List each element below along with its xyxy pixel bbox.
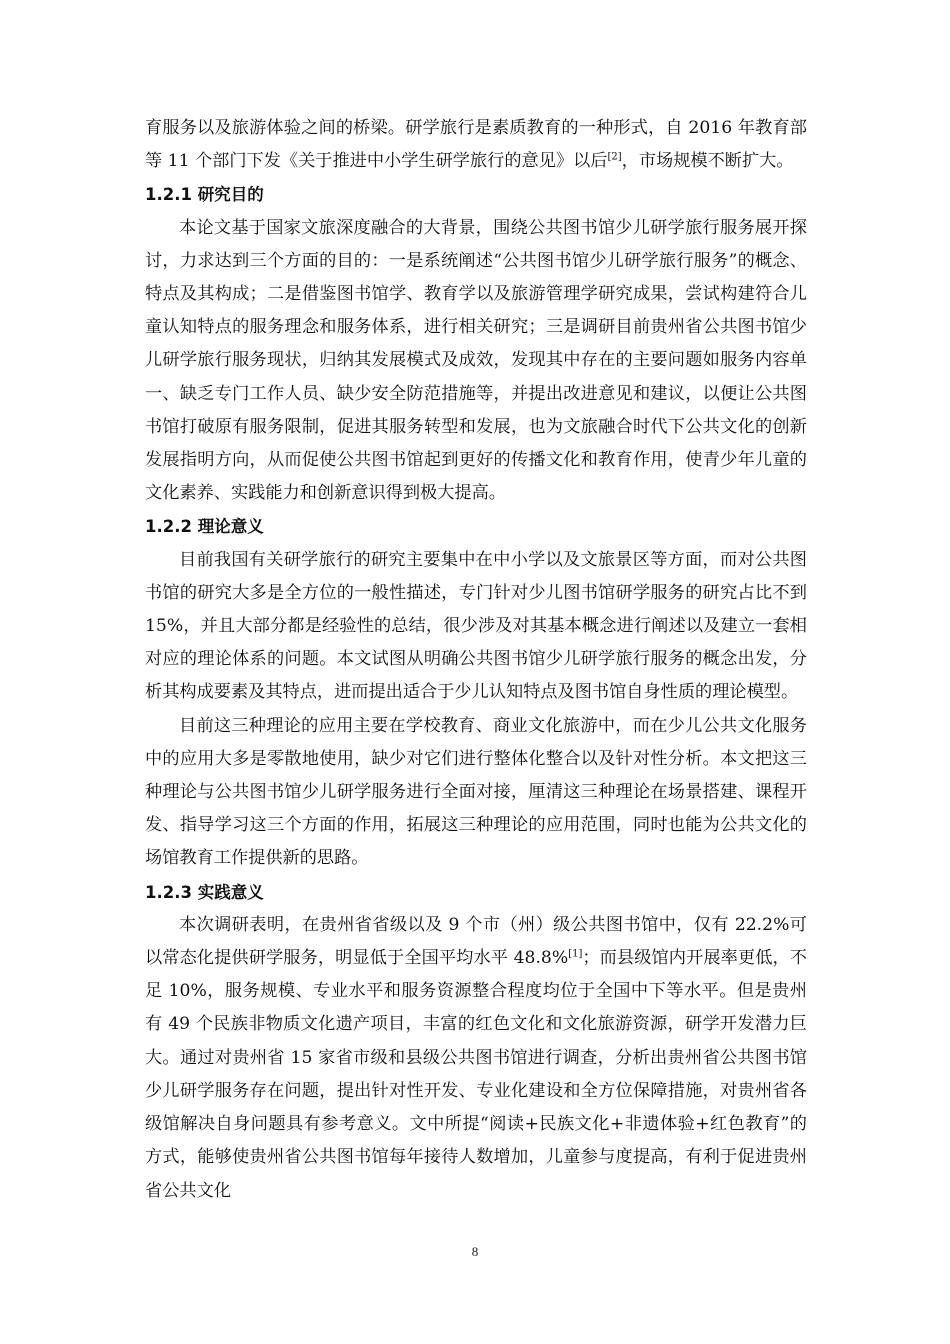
document-body [145, 112, 807, 1208]
paragraph-text: ；而县级馆内开展率更低，不足 10%，服务规模、专业水平和服务资源整合程度均位于全国中下等水平。但是贵州有 49 个民族非物质文化遗产项目，丰富的红色文化和文化旅游资源，研学开发潜力巨大。通过对贵州省 15 家省市级和县级公共图书馆进行调查，分析出贵州省公共图书馆少儿研学服务存在问题，提出针对性开发、专业化建设和全方位保障措施，对贵州省各级馆解决自身问题具有参考意义。文中所提“阅读+民族文化+非遗体验+红色教育”的方式，能够使贵州省公共图书馆每年接待人数增加，儿童参与度提高，有利于促进贵州省公共文化 [145, 948, 807, 1201]
section-heading-theoretical-significance: 1.2.2 理论意义 [145, 517, 264, 537]
section-heading-research-purpose: 1.2.1 研究目的 [145, 185, 264, 205]
paragraph-text: 育服务以及旅游体验之间的桥梁。研学旅行是素质教育的一种形式，自 2016 年教育部等 11 个部门下发《关于推进中小学生研学旅行的意见》以后 [145, 118, 807, 172]
citation-marker: [2] [607, 151, 622, 163]
paragraph-research-purpose: 本论文基于国家文旅深度融合的大背景，围绕公共图书馆少儿研学旅行服务展开探讨，力求达到三个方面的目的：一是系统阐述“公共图书馆少儿研学旅行服务”的概念、特点及其构成；二是借鉴图书馆学、教育学以及旅游管理学研究成果，尝试构建符合儿童认知特点的服务理念和服务体系，进行相关研究；三是调研目前贵州省公共图书馆少儿研学旅行服务现状，归纳其发展模式及成效，发现其中存在的主要问题如服务内容单一、缺乏专门工作人员、缺少安全防范措施等，并提出改进意见和建议，以便让公共图书馆打破原有服务限制，促进其服务转型和发展，也为文旅融合时代下公共文化的创新发展指明方向，从而促使公共图书馆起到更好的传播文化和教育作用，使青少年儿童的文化素养、实践能力和创新意识得到极大提高。 [145, 217, 807, 504]
paragraph-practice [145, 909, 807, 1208]
paragraph-text: ，市场规模不断扩大。 [621, 151, 794, 172]
page-number: 8 [471, 1244, 479, 1259]
paragraph-theory-2: 目前这三种理论的应用主要在学校教育、商业文化旅游中，而在少儿公共文化服务中的应用大多是零散地使用，缺少对它们进行整体化整合以及针对性分析。本文把这三种理论与公共图书馆少儿研学服务进行全面对接，厘清这三种理论在场景搭建、课程开发、指导学习这三个方面的作用，拓展这三种理论的应用范围，同时也能为公共文化的场馆教育工作提供新的思路。 [145, 715, 807, 869]
section-heading-practical-significance: 1.2.3 实践意义 [145, 882, 264, 902]
paragraph-text: 本次调研表明，在贵州省省级以及 9 个市（州）级公共图书馆中，仅有 22.2%可以常态化提供研学服务，明显低于全国平均水平 48.8% [145, 914, 807, 969]
citation-marker: [1] [568, 948, 583, 960]
paragraph-intro-continuation [145, 112, 807, 178]
paragraph-theory-1: 目前我国有关研学旅行的研究主要集中在中小学以及文旅景区等方面，而对公共图书馆的研究大多是全方位的一般性描述，专门针对少儿图书馆研学服务的研究占比不到 15%，并且大部分都是经验性的总结，很少涉及对其基本概念进行阐述以及建立一套相对应的理论体系的问题。本文试图从明确公共图书馆少儿研学旅行服务的概念出发，分析其构成要素及其特点，进而提出适合于少儿认知特点及图书馆自身性质的理论模型。 [145, 549, 807, 703]
